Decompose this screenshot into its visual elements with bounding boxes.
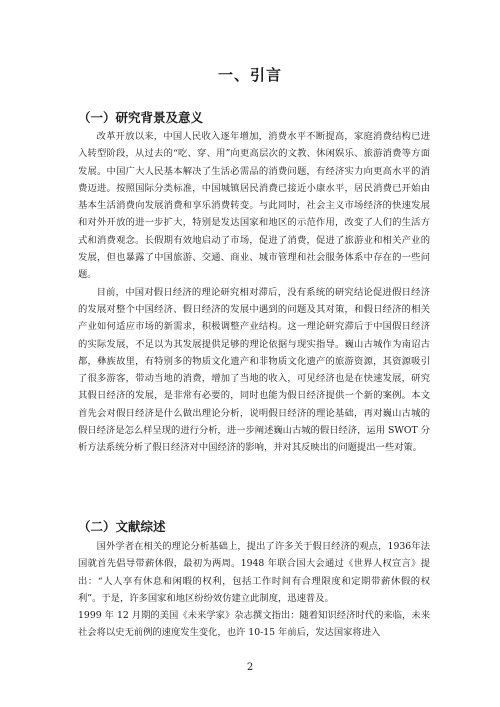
section-body-literature-review [78, 538, 430, 642]
paragraph: 改革开放以来，中国人民收入逐年增加，消费水平不断提高，家庭消费结构已进入转型阶段，从过去的“吃、穿、用”向更高层次的文教、休闲娱乐、旅游消费等方面发展。中国广大人民基本解决了生活必需品的消费问题，有经济实力向更高水平的消费迈进。按照国际分类标准，中国城镇居民消费已接近小康水平，居民消费已开始由基本生活消费向发展消费和享乐消费转变。与此同时，社会主义市场经济的快速发展和对外开放的进一步扩大，特别是发达国家和地区的示范作用，改变了人们的生活方式和消费观念。长假期有效地启动了市场，促进了消费，促进了旅游业和相关产业的发展，但也暴露了中国旅游、交通、商业、城市管理和社会服务体系中存在的一些问题。 [78, 131, 430, 281]
section-heading-literature-review: （二）文献综述 [78, 519, 166, 534]
paragraph: 1999 年 12 月期的美国《未来学家》杂志撰文指出：随着知识经济时代的来临，未来社会将以史无前例的速度发生变化，也许 10-15 年前后，发达国家将进入 [78, 610, 430, 639]
section-heading-background: （一）研究背景及意义 [78, 110, 204, 125]
chapter-title: 一、引言 [217, 66, 282, 84]
paragraph: 目前，中国对假日经济的理论研究相对滞后，没有系统的研究结论促进假日经济的发展对整个中国经济、假日经济的发展中遇到的问题及其对策，和假日经济的相关产业如何适应市场的新需求，积极调整产业结构。这一理论研究滞后于中国假日经济的实际发展，不足以为其发展提供足够的理论依据与现实指导。巍山古城作为南诏古都，彝族故里，有特别多的物质文化遗产和非物质文化遗产的旅游资源，其资源吸引了很多游客，带动当地的消费，增加了当地的收入，可见经济也是在快速发展，研究其假日经济的发展，是非常有必要的，同时也能为假日经济提供一个新的案例。本文首先会对假日经济是什么做出理论分析，说明假日经济的理论基础，再对巍山古城的假日经济是怎么样呈现的进行分析，进一步阐述巍山古城的假日经济，运用 SWOT 分析方法系统分析了假日经济对中国经济的影响，并对其反映出的问题提出一些对策。 [78, 286, 430, 454]
paragraph: 国外学者在相关的理论分析基础上，提出了许多关于假日经济的观点，1936年法国就首先倡导带薪休假，最初为两周。1948 年联合国大会通过《世界人权宣言》提出：“人人享有休息和闲暇的权利，包括工作时间有合理限度和定期带薪休假的权利”。于是，许多国家和地区纷纷效仿建立此制度，迅速普及。 [78, 541, 430, 604]
section-body-background [78, 128, 430, 457]
page-number: 2 [246, 662, 254, 673]
